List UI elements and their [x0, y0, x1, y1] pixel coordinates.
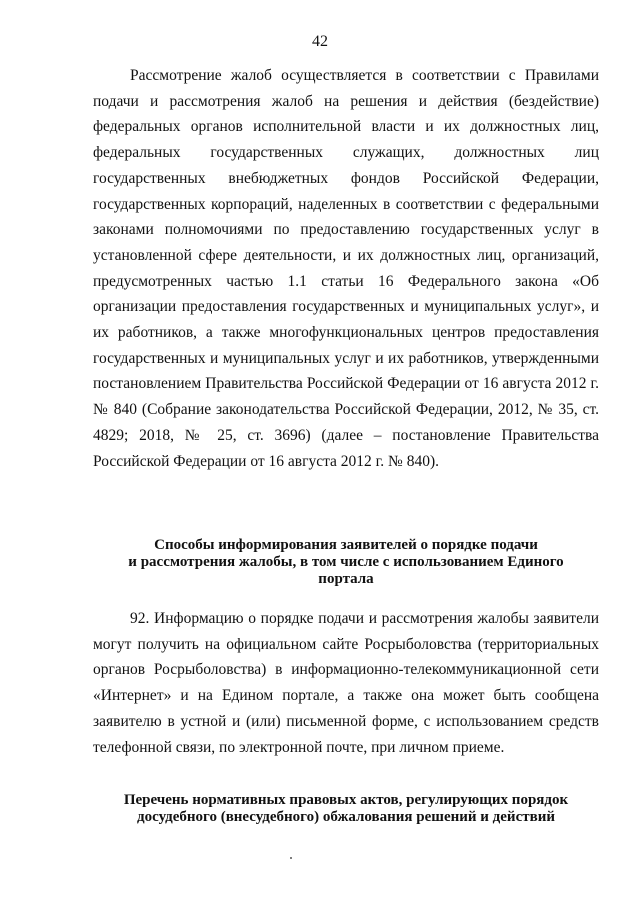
- heading-line: Перечень нормативных правовых актов, регулирующих порядок: [123, 792, 569, 808]
- scan-speck: [290, 857, 292, 859]
- section-heading-legal-acts: [93, 792, 599, 826]
- heading-line: и рассмотрения жалобы, в том числе с использованием Единого: [128, 554, 564, 570]
- page-number: 42: [312, 33, 328, 50]
- heading-line: Способы информирования заявителей о порядке подачи: [154, 537, 538, 553]
- heading-line: портала: [318, 571, 374, 587]
- section-heading-informing-methods: [93, 537, 599, 588]
- heading-line: досудебного (внесудебного) обжалования решений и действий: [137, 809, 555, 825]
- paragraph-92: 92. Информацию о порядке подачи и рассмотрения жалобы заявители могут получить на официальном сайте Росрыболовства (территориальных органов Росрыболовства) в информационно-телекоммуникационной сети «Интернет» и на Едином портале, а также она может быть сообщена заявителю в устной и (или) письменной форме, с использованием средств телефонной связи, по электронной почте, при личном приеме.: [93, 610, 599, 756]
- paragraph-complaint-rules: Рассмотрение жалоб осуществляется в соответствии с Правилами подачи и рассмотрения жалоб на решения и действия (бездействие) федеральных органов исполнительной власти и их должностных лиц, федеральных государственных служащих, должностных лиц государственных внебюджетных фондов Российской Федерации, государственных корпораций, наделенных в соответствии с федеральными законами полномочиями по предоставлению государственных услуг в установленной сфере деятельности, и их должностных лиц, организаций, предусмотренных частью 1.1 статьи 16 Федерального закона «Об организации предоставления государственных и муниципальных услуг», и их работников, а также многофункциональных центров предоставления государственных и муниципальных услуг и их работников, утвержденными постановлением Правительства Российской Федерации от 16 августа 2012 г. № 840 (Собрание законодательства Российской Федерации, 2012, № 35, ст. 4829; 2018, № 25, ст. 3696) (далее – постановление Правительства Российской Федерации от 16 августа 2012 г. № 840).: [93, 67, 599, 470]
